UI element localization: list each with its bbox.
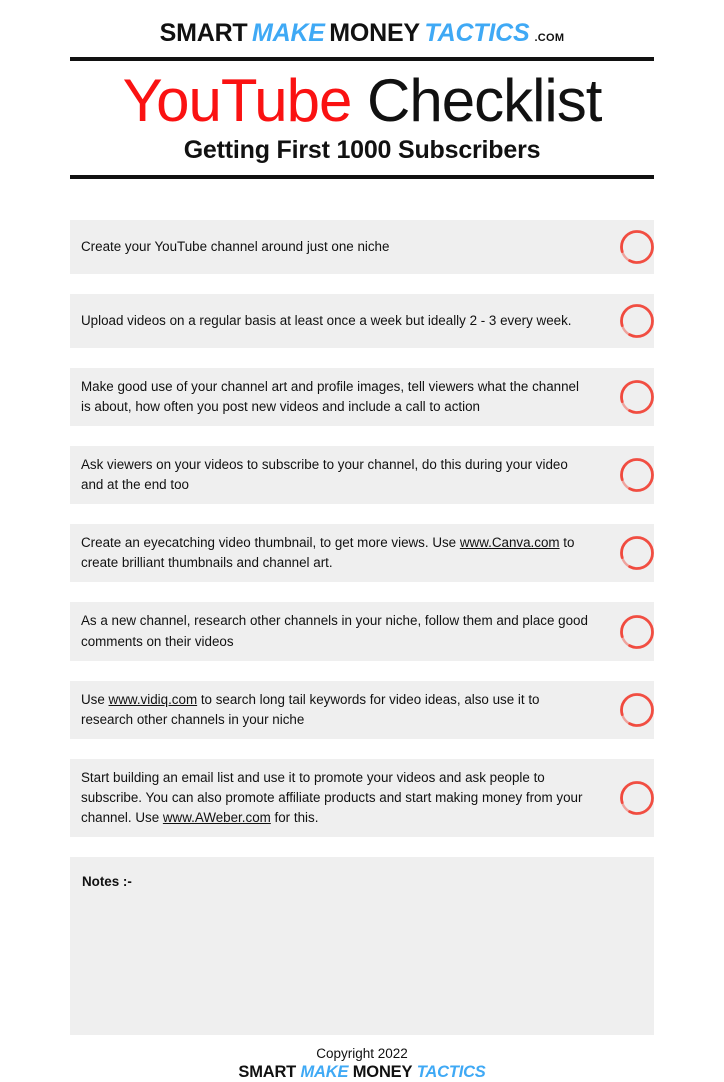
brand-word-make: MAKE bbox=[251, 19, 325, 47]
checklist-item-text-segment: Create an eyecatching video thumbnail, to get more views. Use bbox=[81, 535, 460, 551]
checklist-item-text-segment: Upload videos on a regular basis at least once a week but ideally 2 - 3 every week. bbox=[81, 312, 572, 328]
checklist-item-text-segment: to create brilliant thumbnails and channel art. bbox=[81, 535, 575, 571]
checklist-item-link[interactable]: www.vidiq.com bbox=[108, 691, 198, 707]
header-brand-wordmark bbox=[159, 19, 530, 47]
page-subtitle: Getting First 1000 Subscribers bbox=[183, 135, 541, 164]
page-title bbox=[0, 69, 724, 134]
checkbox-circle-icon[interactable] bbox=[617, 612, 657, 652]
checklist-item-text bbox=[81, 237, 389, 257]
checklist-item-link[interactable]: www.Canva.com bbox=[459, 535, 560, 551]
checkbox-circle-icon[interactable] bbox=[617, 778, 657, 818]
checklist-item-text bbox=[81, 768, 592, 828]
notes-box[interactable] bbox=[70, 857, 654, 1035]
page-title-secondary: Checklist bbox=[367, 67, 602, 134]
checklist-item-text-segment: for this. bbox=[270, 810, 319, 826]
header-divider-bottom bbox=[70, 175, 654, 179]
checklist-row[interactable] bbox=[70, 294, 654, 348]
checkbox-circle-icon[interactable] bbox=[617, 377, 657, 417]
checklist-row[interactable] bbox=[70, 759, 654, 837]
brand-word-make: MAKE bbox=[300, 1063, 349, 1082]
brand-word-money: MONEY bbox=[329, 19, 420, 47]
checklist-item-text bbox=[81, 311, 572, 331]
checklist-row[interactable] bbox=[70, 368, 654, 426]
checklist-item-text-segment: Ask viewers on your videos to subscribe to your channel, do this during your video and at the end too bbox=[81, 457, 568, 493]
header-brand-tld: .COM bbox=[534, 32, 565, 44]
checklist-item-text-segment: As a new channel, research other channels in your niche, follow them and place good comments on their videos bbox=[81, 613, 588, 649]
checkbox-circle-icon[interactable] bbox=[617, 227, 657, 267]
checklist-item-text-segment: to search long tail keywords for video ideas, also use it to research other channels in your niche bbox=[81, 691, 540, 727]
checklist-item-text-segment: Make good use of your channel art and profile images, tell viewers what the channel is about, how often you post new videos and include a call to action bbox=[81, 378, 579, 414]
checklist-item-text bbox=[81, 533, 592, 573]
checklist-item-text bbox=[81, 690, 592, 730]
checkbox-circle-icon[interactable] bbox=[617, 301, 657, 341]
checkbox-circle-icon[interactable] bbox=[617, 690, 657, 730]
checklist-row[interactable] bbox=[70, 446, 654, 504]
checkbox-circle-icon[interactable] bbox=[617, 455, 657, 495]
checklist-item-text-segment: Start building an email list and use it to promote your videos and ask people to subscribe. You can also promote affiliate products and start making money from your channel. Use bbox=[81, 769, 583, 826]
notes-label: Notes :- bbox=[82, 874, 132, 890]
brand-word-smart: SMART bbox=[238, 1063, 297, 1082]
header-brand-logo bbox=[0, 0, 724, 48]
brand-word-money: MONEY bbox=[352, 1063, 413, 1082]
brand-word-tactics: TACTICS bbox=[416, 1063, 486, 1082]
checklist-item-text bbox=[81, 377, 592, 417]
page-title-primary: YouTube bbox=[122, 67, 352, 134]
footer-brand-wordmark bbox=[0, 1063, 724, 1082]
checklist-item-text bbox=[81, 611, 592, 651]
checklist-container bbox=[70, 220, 654, 837]
checklist-item-text-segment: Use bbox=[81, 691, 109, 707]
brand-word-smart: SMART bbox=[159, 19, 248, 47]
copyright-text: Copyright 2022 bbox=[316, 1046, 408, 1062]
checkbox-circle-icon[interactable] bbox=[617, 533, 657, 573]
checklist-row[interactable] bbox=[70, 602, 654, 660]
checklist-row[interactable] bbox=[70, 681, 654, 739]
checklist-row[interactable] bbox=[70, 524, 654, 582]
checklist-item-text-segment: Create your YouTube channel around just one niche bbox=[81, 238, 390, 254]
checklist-item-link[interactable]: www.AWeber.com bbox=[162, 810, 271, 826]
checklist-item-text bbox=[81, 455, 592, 495]
footer bbox=[0, 1046, 724, 1082]
brand-word-tactics: TACTICS bbox=[424, 19, 530, 47]
title-block bbox=[0, 61, 724, 165]
checklist-row[interactable] bbox=[70, 220, 654, 274]
